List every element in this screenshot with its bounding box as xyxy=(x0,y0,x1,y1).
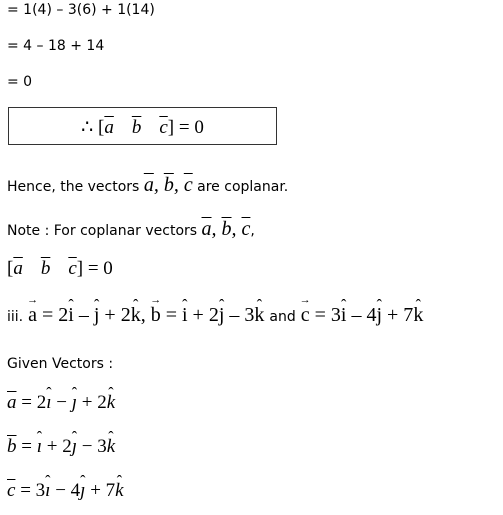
part-label: iii. xyxy=(7,309,24,325)
conclusion-line xyxy=(7,174,288,197)
conclusion-suffix: are coplanar. xyxy=(197,179,289,195)
vector-a: $\overline{a}$ xyxy=(143,174,154,196)
unit-i: ˆ i xyxy=(182,304,188,327)
unit-i: ˆ i xyxy=(68,304,74,327)
given-vector-c xyxy=(7,480,124,502)
vector-a: $\overline{a}$ xyxy=(7,392,17,413)
coefficient: − 3 xyxy=(81,436,107,457)
given-heading: Given Vectors : xyxy=(7,356,114,372)
unit-k: ˆ k xyxy=(131,304,141,327)
part-iii-line xyxy=(7,304,423,327)
vector-a: $\overline{a}$ xyxy=(13,258,23,279)
vector-b: → b xyxy=(151,304,161,327)
vector-b: $\overline{b}$ xyxy=(221,218,232,240)
coefficient: + 2 xyxy=(81,392,107,413)
bracket-close: ] xyxy=(76,258,84,279)
unit-k: ˆ k xyxy=(107,392,115,414)
coefficient: = 2 xyxy=(42,304,69,326)
equals-zero: = 0 xyxy=(87,258,113,279)
unit-j: ˆ ȷ xyxy=(72,392,77,414)
vector-c: $\overline{c}$ xyxy=(7,480,16,501)
conclusion-prefix: Hence, the vectors xyxy=(7,179,140,195)
coefficient: = 3 xyxy=(20,480,46,501)
bracket-open: [ xyxy=(98,117,105,138)
coefficient: – 4 xyxy=(351,304,377,326)
therefore-symbol: ∴ xyxy=(81,117,94,138)
unit-i: ˆ ı xyxy=(45,480,50,502)
coefficient: + 2 xyxy=(46,436,72,457)
comma: , xyxy=(140,304,146,326)
vector-b: $\overline{b}$ xyxy=(40,258,51,279)
unit-i: ˆ ı xyxy=(37,436,42,458)
work-line-3: = 0 xyxy=(7,74,33,90)
vector-c: $\overline{c}$ xyxy=(241,218,251,240)
work-line-1: = 1(4) – 3(6) + 1(14) xyxy=(7,2,155,18)
vector-c: $\overline{c}$ xyxy=(159,117,168,138)
unit-j: ˆ j xyxy=(219,304,225,327)
coefficient: = 2 xyxy=(21,392,47,413)
equals-zero: = 0 xyxy=(178,117,204,138)
note-line xyxy=(7,218,255,241)
operator: = xyxy=(165,304,177,326)
unit-k: ˆ k xyxy=(107,436,115,458)
vector-b: $\overline{b}$ xyxy=(7,436,17,457)
vector-c: $\overline{c}$ xyxy=(183,174,193,196)
vector-c: → c xyxy=(301,304,310,327)
operator: = xyxy=(21,436,32,457)
and-word: and xyxy=(269,309,296,325)
bracket-close: ] xyxy=(167,117,175,138)
coefficient: + 7 xyxy=(387,304,414,326)
vector-c: $\overline{c}$ xyxy=(68,258,77,279)
boxed-result xyxy=(9,116,276,139)
operator: – xyxy=(78,304,89,326)
work-line-2: = 4 – 18 + 14 xyxy=(7,38,105,54)
unit-k: ˆ k xyxy=(413,304,423,327)
unit-k: ˆ k xyxy=(115,480,123,502)
unit-i: ˆ ı xyxy=(46,392,51,414)
comma: , xyxy=(173,174,179,196)
comma: , xyxy=(153,174,159,196)
vector-a: → a xyxy=(28,304,37,327)
unit-k: ˆ k xyxy=(254,304,264,327)
unit-j: ˆ ȷ xyxy=(72,436,77,458)
result-box xyxy=(8,107,277,145)
unit-j: ˆ j xyxy=(376,304,382,327)
unit-j: ˆ ȷ xyxy=(80,480,85,502)
vector-a: $\overline{a}$ xyxy=(104,117,114,138)
coplanar-condition xyxy=(7,258,113,280)
vector-b: $\overline{b}$ xyxy=(131,117,142,138)
coefficient: + 2 xyxy=(104,304,131,326)
coefficient: + 7 xyxy=(90,480,116,501)
given-vector-b xyxy=(7,436,115,458)
coefficient: = 3 xyxy=(314,304,341,326)
operator: − xyxy=(56,392,67,413)
vector-a: $\overline{a}$ xyxy=(201,218,212,240)
coefficient: + 2 xyxy=(192,304,219,326)
unit-i: ˆ i xyxy=(341,304,347,327)
comma: , xyxy=(250,223,255,239)
note-prefix: Note : For coplanar vectors xyxy=(7,223,198,239)
comma: , xyxy=(231,218,237,240)
given-vector-a xyxy=(7,392,115,414)
coefficient: − 4 xyxy=(55,480,81,501)
unit-j: ˆ j xyxy=(94,304,100,327)
bracket-open: [ xyxy=(7,258,14,279)
coefficient: – 3 xyxy=(229,304,255,326)
comma: , xyxy=(211,218,217,240)
vector-b: $\overline{b}$ xyxy=(163,174,174,196)
